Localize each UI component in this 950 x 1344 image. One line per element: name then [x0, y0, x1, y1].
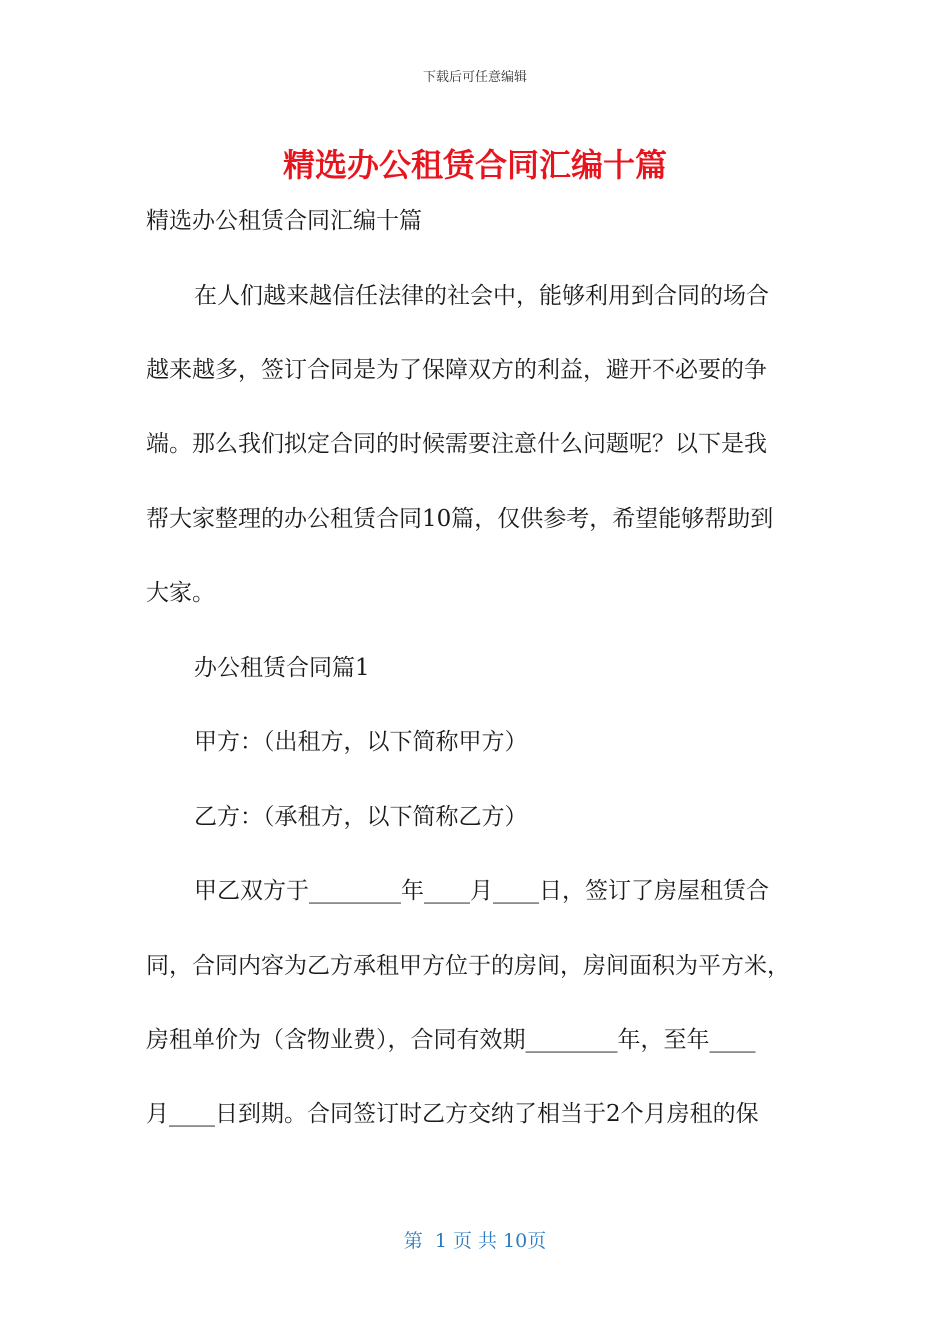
party-a-line: 甲方：（出租方，以下简称甲方）	[194, 729, 528, 755]
section-heading: 办公租赁合同篇1	[194, 655, 370, 681]
contract-line-3: 房租单价为（含物业费），合同有效期________年，至年____	[146, 1027, 756, 1053]
document-subtitle: 精选办公租赁合同汇编十篇	[146, 208, 422, 234]
intro-line-1: 在人们越来越信任法律的社会中，能够利用到合同的场合	[194, 283, 769, 309]
intro-line-5: 大家。	[146, 580, 215, 606]
page-header-note: 下载后可任意编辑	[422, 70, 527, 85]
contract-line-1: 甲乙双方于________年____月____日，签订了房屋租赁合	[194, 878, 769, 904]
intro-line-4: 帮大家整理的办公租赁合同10篇，仅供参考，希望能够帮助到	[146, 506, 774, 532]
contract-line-4: 月____日到期。合同签订时乙方交纳了相当于2个月房租的保	[146, 1101, 759, 1127]
page-footer: 第 1 页 共 10页	[403, 1230, 547, 1252]
party-b-line: 乙方：（承租方，以下简称乙方）	[194, 804, 528, 830]
intro-line-3: 端。那么我们拟定合同的时候需要注意什么问题呢？以下是我	[146, 431, 767, 457]
document-title: 精选办公租赁合同汇编十篇	[282, 146, 667, 184]
intro-line-2: 越来越多，签订合同是为了保障双方的利益，避开不必要的争	[146, 357, 767, 383]
contract-line-2: 同，合同内容为乙方承租甲方位于的房间，房间面积为平方米，	[146, 953, 790, 979]
